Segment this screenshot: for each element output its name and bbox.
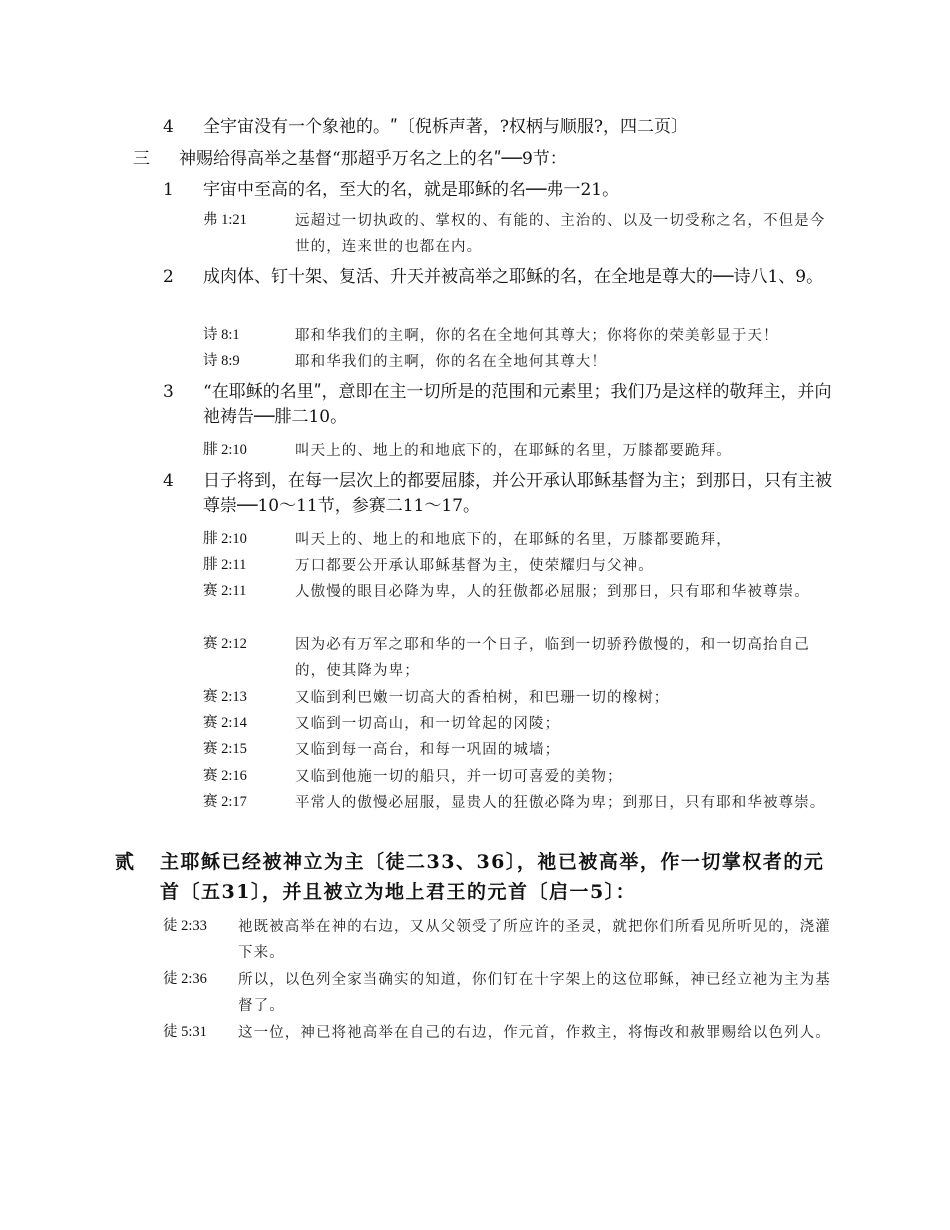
verse-eph-1-21 — [203, 208, 833, 260]
verse-text: 耶和华我们的主啊，你的名在全地何其尊大！ — [295, 354, 607, 370]
verse-acts-2-36 — [163, 967, 835, 1019]
verse-phil-2-10 — [203, 438, 833, 464]
verse-text: 这一位，神已将祂高举在自己的右边，作元首，作救主，将悔改和赦罪赐给以色列人。 — [238, 1025, 831, 1041]
outline-item-4 — [163, 115, 843, 140]
verse-isa-2-13 — [203, 685, 833, 711]
verse-ref: 赛 2:15 — [203, 741, 247, 757]
item-text: 全宇宙没有一个象祂的。ʺ〔倪柝声著，?权柄与顺服?，四二页〕 — [203, 117, 689, 137]
verse-text: 又临到每一高台，和每一巩固的城墙； — [295, 742, 561, 758]
verse-acts-5-31 — [163, 1020, 835, 1046]
verse-phil-2-11 — [203, 553, 833, 579]
verse-ps-8-9 — [203, 349, 833, 375]
verse-text: 又临到他施一切的船只，并一切可喜爱的美物； — [295, 769, 623, 785]
verse-text: 祂既被高举在神的右边，又从父领受了所应许的圣灵，就把你们所看见所听见的，浇灌下来。 — [238, 919, 831, 961]
verse-isa-2-15 — [203, 737, 833, 763]
outline-item-2 — [163, 265, 843, 290]
verse-ref: 赛 2:12 — [203, 636, 247, 652]
verse-ref: 腓 2:11 — [203, 557, 247, 573]
verse-ref: 赛 2:17 — [203, 794, 247, 810]
verse-isa-2-17 — [203, 790, 833, 816]
verse-text: 叫天上的、地上的和地底下的，在耶稣的名里，万膝都要跪拜。 — [295, 443, 732, 459]
outline-item-4b — [163, 469, 843, 519]
verse-text: 平常人的傲慢必屈服，显贵人的狂傲必降为卑；到那日，只有耶和华被尊崇。 — [295, 795, 826, 811]
outline-heading-2 — [115, 847, 840, 907]
verse-text: 远超过一切执政的、掌权的、有能的、主治的、以及一切受称之名，不但是今世的，连来世的也都在内。 — [295, 213, 826, 255]
verse-ref: 徒 2:33 — [163, 918, 207, 934]
verse-acts-2-33 — [163, 914, 835, 966]
outline-item-3 — [163, 380, 843, 430]
verse-text: 又临到一切高山，和一切耸起的冈陵； — [295, 716, 561, 732]
verse-text: 叫天上的、地上的和地底下的，在耶稣的名里，万膝都要跪拜， — [295, 532, 732, 548]
verse-ps-8-1 — [203, 323, 833, 349]
item-number: 1 — [163, 180, 174, 200]
verse-ref: 徒 2:36 — [163, 971, 207, 987]
item-number: 3 — [163, 382, 174, 402]
item-text: 日子将到，在每一层次上的都要屈膝，并公开承认耶稣基督为主；到那日，只有主被尊崇──10～11节，参赛二11～17。 — [203, 471, 832, 516]
verse-isa-2-14 — [203, 711, 833, 737]
verse-text: 耶和华我们的主啊，你的名在全地何其尊大；你将你的荣美彰显于天！ — [295, 328, 779, 344]
verse-text: 万口都要公开承认耶稣基督为主，使荣耀归与父神。 — [295, 558, 654, 574]
item-number: 2 — [163, 267, 174, 287]
item-number: 4 — [163, 117, 174, 137]
verse-ref: 诗 8:1 — [203, 327, 240, 343]
verse-ref: 赛 2:16 — [203, 768, 247, 784]
verse-isa-2-12 — [203, 632, 833, 684]
verse-ref: 诗 8:9 — [203, 353, 240, 369]
verse-ref: 赛 2:14 — [203, 715, 247, 731]
verse-ref: 徒 5:31 — [163, 1024, 207, 1040]
verse-ref: 弗 1:21 — [203, 212, 247, 228]
verse-text: 因为必有万军之耶和华的一个日子，临到一切骄矜傲慢的，和一切高抬自己的，使其降为卑； — [295, 637, 810, 679]
verse-isa-2-11 — [203, 579, 833, 605]
item-text: “在耶稣的名里ʺ，意即在主一切所是的范围和元素里；我们乃是这样的敬拜主，并向祂祷告──腓二10。 — [203, 382, 832, 427]
item-number: 4 — [163, 471, 174, 491]
verse-isa-2-16 — [203, 764, 833, 790]
heading-text: 主耶稣已经被神立为主〔徒二33、36〕，祂已被高举，作一切掌权者的元首〔五31〕，并且被立为地上君王的元首〔启一5〕： — [160, 851, 825, 903]
item-text: 宇宙中至高的名，至大的名，就是耶稣的名──弗一21。 — [203, 180, 620, 200]
item-text: 成肉体、钉十架、复活、升天并被高举之耶稣的名，在全地是尊大的──诗八1、9。 — [203, 267, 824, 287]
verse-text: 又临到利巴嫩一切高大的香柏树，和巴珊一切的橡树； — [295, 690, 670, 706]
verse-text: 人傲慢的眼目必降为卑，人的狂傲都必屈服；到那日，只有耶和华被尊崇。 — [295, 584, 810, 600]
section-number: 三 — [133, 149, 150, 169]
heading-number: 贰 — [115, 851, 136, 873]
outline-section-3 — [133, 147, 843, 172]
verse-ref: 赛 2:13 — [203, 689, 247, 705]
section-text: 神赐给得高举之基督“那超乎万名之上的名ʺ──9节： — [179, 149, 567, 169]
outline-item-1 — [163, 178, 843, 203]
verse-ref: 腓 2:10 — [203, 531, 247, 547]
verse-ref: 腓 2:10 — [203, 442, 247, 458]
verse-text: 所以，以色列全家当确实的知道，你们钉在十字架上的这位耶稣，神已经立祂为主为基督了。 — [238, 972, 831, 1014]
verse-phil-2-10-b — [203, 527, 833, 553]
verse-ref: 赛 2:11 — [203, 583, 247, 599]
